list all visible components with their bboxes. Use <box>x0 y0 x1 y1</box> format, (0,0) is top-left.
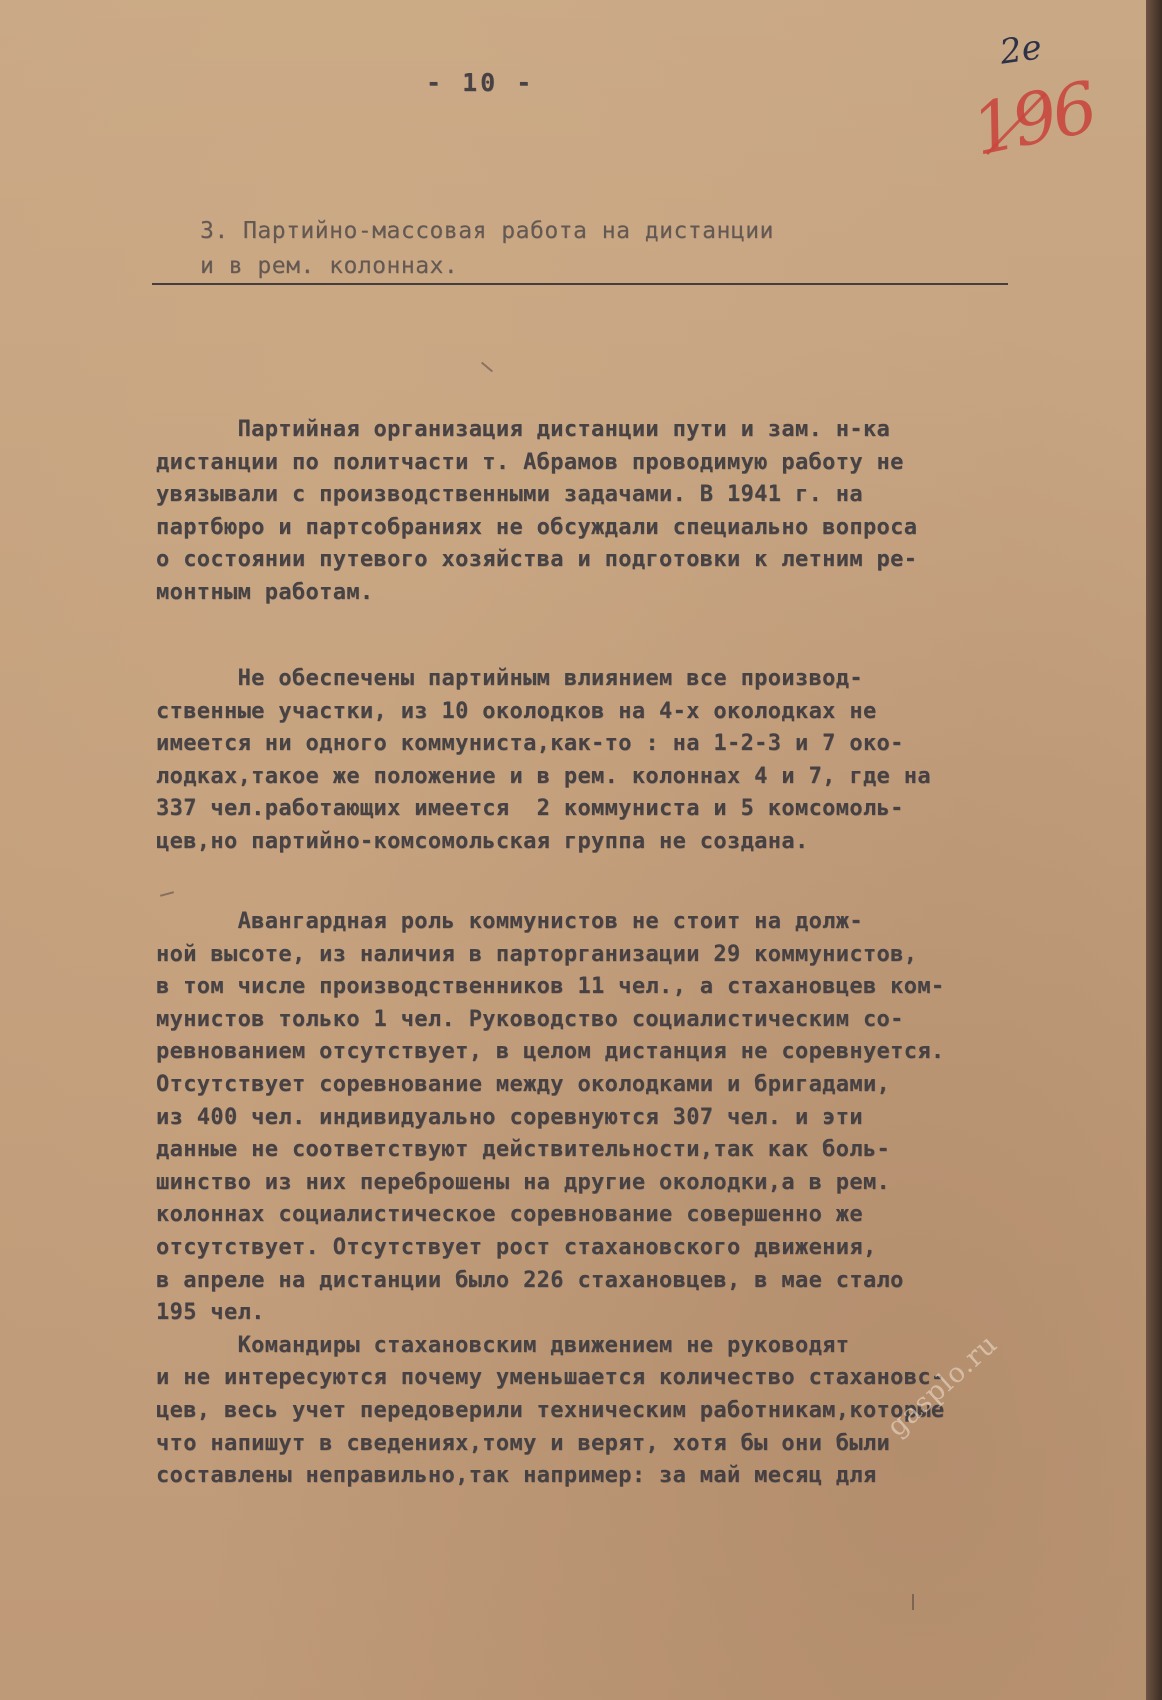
text-line: составлены неправильно,так например: за май месяц для <box>156 1463 877 1489</box>
text-line: Партийная организация дистанции пути и зам. н-ка <box>156 417 891 442</box>
text-line: имеется ни одного коммуниста,как-то : на 1-2-3 и 7 око- <box>156 731 904 757</box>
text-line: отсутствует. Отсутствует рост стахановского движения, <box>156 1234 877 1260</box>
paragraph-party-influence <box>156 663 931 859</box>
section-title-line-2: и в рем. колоннах. <box>200 253 459 279</box>
text-line: дистанции по политчасти т. Абрамов проводимую работу не <box>156 449 904 475</box>
text-line: увязывали с производственными задачами. В 1941 г. на <box>156 482 863 508</box>
text-line: лодках,такое же положение и в рем. колоннах 4 и 7, где на <box>156 763 931 789</box>
text-line: партбюро и партсобраниях не обсуждали специально вопроса <box>156 514 918 540</box>
text-line: ственные участки, из 10 околодков на 4-х околодках не <box>156 698 877 724</box>
archive-watermark: gasplo.ru <box>881 1328 1004 1443</box>
text-line: и не интересуются почему уменьшается количество стахановс- <box>156 1365 945 1391</box>
text-line: цев, весь учет передоверили техническим работникам,которые <box>156 1397 945 1423</box>
text-line: ной высоте, из наличия в парторганизации 29 коммунистов, <box>156 941 918 967</box>
text-line: Авангардная роль коммунистов не стоит на долж- <box>156 909 863 934</box>
text-line: колоннах социалистическое соревнование совершенно же <box>156 1202 863 1228</box>
text-line: мунистов только 1 чел. Руководство социалистическим со- <box>156 1006 904 1032</box>
text-line: о состоянии путевого хозяйства и подготовки к летним ре- <box>156 547 918 573</box>
section-title <box>200 214 774 284</box>
paragraph-vanguard-role <box>156 906 945 1493</box>
page-number: - 10 - <box>426 68 535 97</box>
strikethrough-mark-icon <box>983 88 1053 158</box>
text-line: монтным работам. <box>156 579 374 605</box>
handwritten-annotation: 2e <box>997 27 1045 73</box>
text-line: цев,но партийно-комсомольская группа не создана. <box>156 828 809 854</box>
text-line: Отсутствует соревнование между околодками и бригадами, <box>156 1071 891 1097</box>
title-underline <box>152 283 1008 285</box>
text-line: ревнованием отсутствует, в целом дистанция не соревнуется. <box>156 1039 945 1065</box>
text-line: в апреле на дистанции было 226 стахановцев, в мае стало <box>156 1267 904 1293</box>
text-line: что напишут в сведениях,тому и верят, хотя бы они были <box>156 1430 891 1456</box>
section-title-line-1: 3. Партийно-массовая работа на дистанции <box>200 218 774 244</box>
pencil-tick-mark <box>481 362 493 373</box>
pencil-tick-mark <box>160 891 174 897</box>
text-line: данные не соответствуют действительности,так как боль- <box>156 1137 891 1163</box>
text-line: 337 чел.работающих имеется 2 коммуниста и 5 комсомоль- <box>156 796 904 822</box>
text-line: в том числе производственников 11 чел., а стахановцев ком- <box>156 974 945 1000</box>
text-line: Командиры стахановским движением не руководят <box>156 1332 850 1358</box>
text-line: из 400 чел. индивидуально соревнуются 307 чел. и эти <box>156 1104 863 1130</box>
pencil-tick-mark <box>912 1594 914 1610</box>
text-line: 195 чел. <box>156 1300 265 1326</box>
archive-folio-number: 196 <box>964 66 1101 172</box>
paragraph-party-organization <box>156 414 917 610</box>
text-line: Не обеспечены партийным влиянием все производ- <box>156 666 863 691</box>
text-line: шинство из них переброшены на другие околодки,а в рем. <box>156 1169 891 1195</box>
page-edge-shadow <box>1146 0 1162 1700</box>
